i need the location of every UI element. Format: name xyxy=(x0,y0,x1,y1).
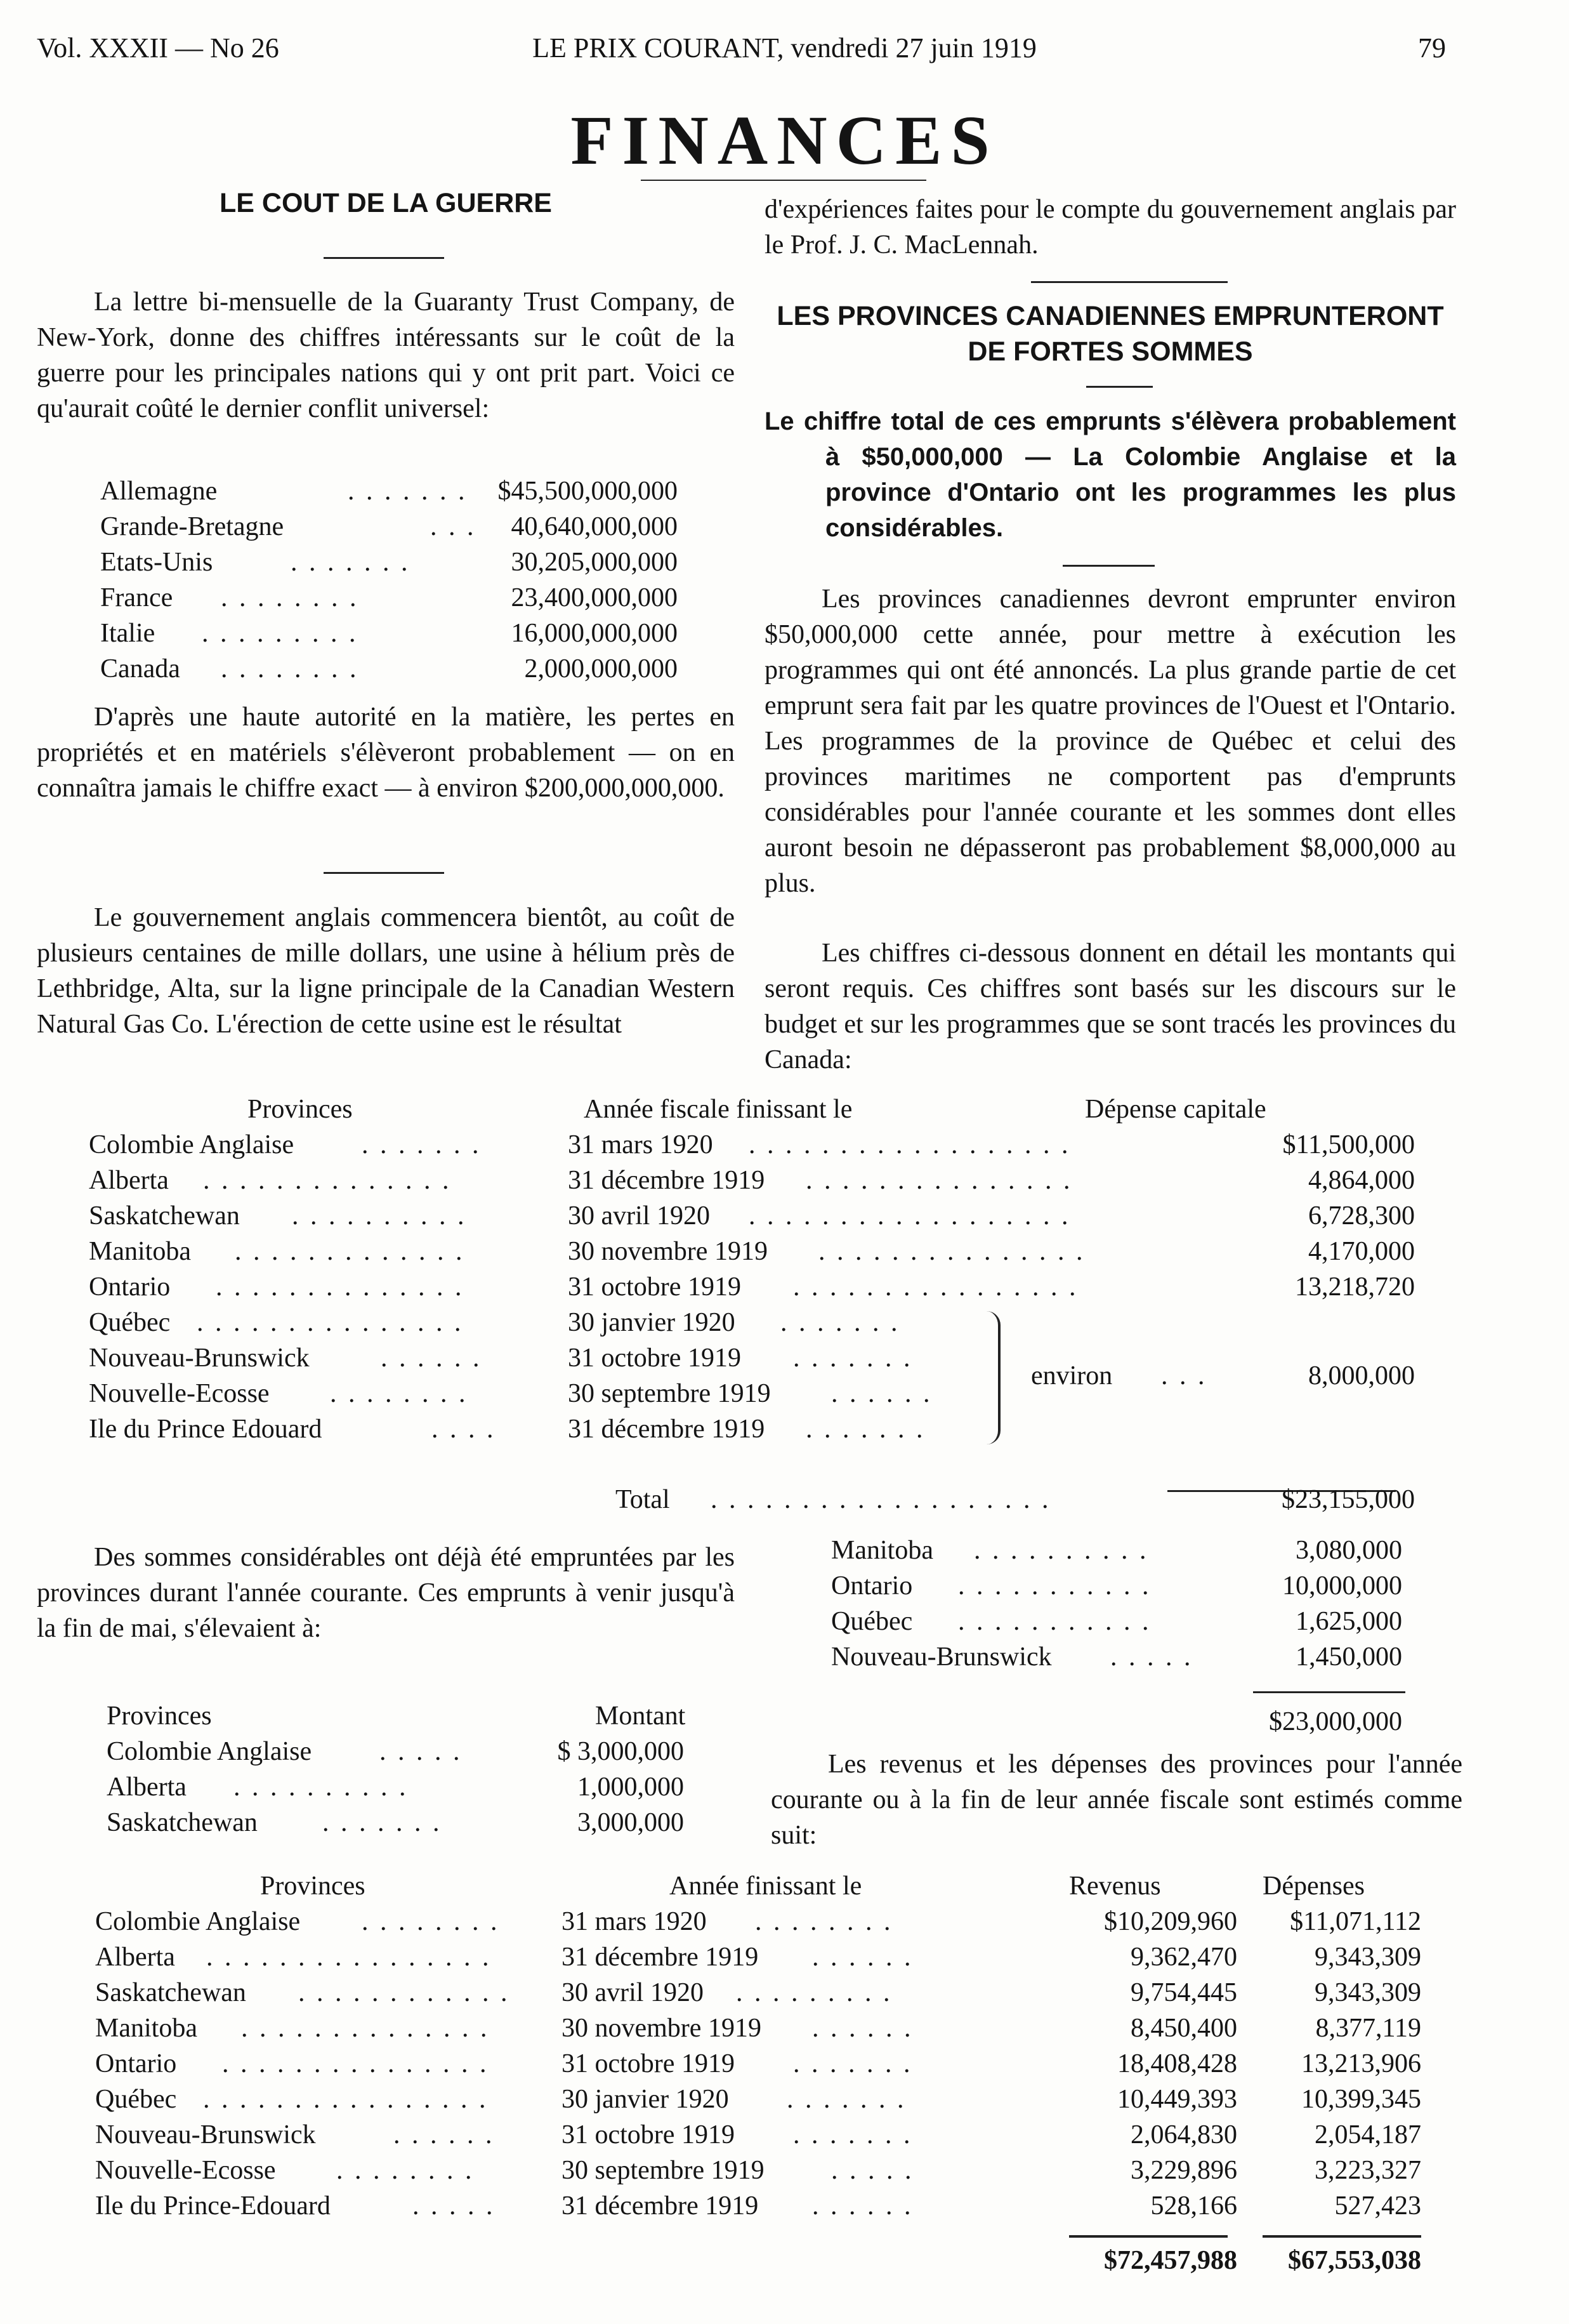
table-header-row: Provinces Année finissant le Revenus Dépenses xyxy=(260,1872,1365,1901)
table-row: Nouvelle-Ecosse . . . . . . . . 30 septembre 1919 . . . . . 3,229,896 3,223,327 xyxy=(95,2156,1421,2185)
article3-subtitle: Le chiffre total de ces emprunts s'élèvera probablement à $50,000,000 — La Colombie Anglaise et la province d'Ontario ont les programmes les plus considérables. xyxy=(765,407,1456,542)
article3-rule xyxy=(1063,565,1155,567)
article2-para-left: Le gouvernement anglais commencera bientôt, au coût de plusieurs centaines de mille dollars, une usine à hélium près de Lethbridge, Alta, sur la ligne principale de la Canadian Western Natural Gas Co. L'érection de cette usine est le résultat xyxy=(37,903,735,1039)
capital-expenditure-table xyxy=(89,1092,1415,1536)
table-header-row: Provinces Montant xyxy=(107,1701,686,1731)
table-row: Manitoba . . . . . . . . . . 3,080,000 xyxy=(831,1536,1402,1565)
table-row: Ontario . . . . . . . . . . . . . . . 31 octobre 1919 . . . . . . . 18,408,428 13,213,906 xyxy=(95,2049,1421,2078)
revenues-expenses-table xyxy=(95,1868,1421,2275)
table-row: Ile du Prince-Edouard . . . . . 31 décembre 1919 . . . . . . 528,166 527,423 xyxy=(95,2191,1421,2221)
table-row: France . . . . . . . . 23,400,000,000 xyxy=(100,583,678,612)
table-row: Colombie Anglaise . . . . . . . 31 mars 1920 . . . . . . . . . . . . . . . . . . $11,500,000 xyxy=(89,1130,1415,1159)
table-row: Alberta . . . . . . . . . . . . . . 31 décembre 1919 . . . . . . . . . . . . . . . 4,864,000 xyxy=(89,1166,1415,1195)
table-row: Québec . . . . . . . . . . . . . . . . 30 janvier 1920 . . . . . . . 10,449,393 10,399,345 xyxy=(95,2085,1421,2114)
table-row: Nouvelle-Ecosse . . . . . . . . 30 septembre 1919 . . . . . . xyxy=(89,1379,933,1408)
article3-title: LES PROVINCES CANADIENNES EMPRUNTERONT DE FORTES SOMMES xyxy=(777,301,1444,367)
table-group-row: environ . . . 8,000,000 xyxy=(1031,1361,1415,1390)
table-row: Nouveau-Brunswick . . . . . . 31 octobre 1919 . . . . . . . xyxy=(89,1344,913,1373)
table-row: Allemagne . . . . . . . $45,500,000,000 xyxy=(100,477,678,506)
loans-table-right xyxy=(831,1533,1402,1736)
article3-para2: Les chiffres ci-dessous donnent en détail les montants qui seront requis. Ces chiffres sont basés sur les discours sur le budget et sur les programmes que se sont tracés les provinces du Canada: xyxy=(765,939,1456,1074)
article2-para-right: d'expériences faites pour le compte du gouvernement anglais par le Prof. J. C. MacLennah. xyxy=(765,195,1456,260)
table-row: Alberta . . . . . . . . . . . . . . . . 31 décembre 1919 . . . . . . 9,362,470 9,343,309 xyxy=(95,1943,1421,1972)
table-row: Saskatchewan . . . . . . . 3,000,000 xyxy=(107,1808,684,1837)
total-rule xyxy=(1263,2235,1421,2238)
table-row: Ontario . . . . . . . . . . . 10,000,000 xyxy=(831,1571,1402,1601)
loans-para: Des sommes considérables ont déjà été empruntées par les provinces durant l'année courante. Ces emprunts à venir jusqu'à la fin de mai, s'élevaient à: xyxy=(37,1543,735,1643)
article3-para1: Les provinces canadiennes devront emprunter environ $50,000,000 cette année, pour mettre à exécution les programmes qui ont été annoncés. La plus grande partie de cet emprunt sera fait par les quatre provinces de l'Ouest et l'Ontario. Les programmes de la province de Québec et celui des provinces maritimes ne comportent pas d'emprunts considérables pour l'année courante et les sommes dont elles auront besoin ne dépasseront pas probablement $8,000,000 au plus. xyxy=(765,584,1456,898)
table-row: Ile du Prince Edouard . . . . 31 décembre 1919 . . . . . . . xyxy=(89,1415,926,1444)
table-row: Manitoba . . . . . . . . . . . . . 30 novembre 1919 . . . . . . . . . . . . . . . 4,170,000 xyxy=(89,1237,1415,1266)
total-rule xyxy=(1069,2235,1228,2238)
table-row: Grande-Bretagne . . . 40,640,000,000 xyxy=(100,512,678,541)
table-row: Alberta . . . . . . . . . . 1,000,000 xyxy=(107,1773,684,1802)
total-rule xyxy=(1253,1691,1405,1693)
table-total-row: $72,457,988 $67,553,038 xyxy=(1104,2246,1421,2275)
section-rule xyxy=(1031,281,1228,283)
article1-para2: D'après une haute autorité en la matière, les pertes en propriétés et en matériels s'élèveront probablement — on en connaîtra jamais le chiffre exact — à environ $200,000,000,000. xyxy=(37,703,735,803)
article1-para1: La lettre bi-mensuelle de la Guaranty Trust Company, de New-York, donne des chiffres intéressants sur le coût de la guerre pour les principales nations qui y ont prit part. Voici ce qu'aurait coûté le dernier conflit universel: xyxy=(37,287,735,423)
section-title: FINANCES xyxy=(570,102,999,179)
table-row: Etats-Unis . . . . . . . 30,205,000,000 xyxy=(100,548,678,577)
table-row: Colombie Anglaise . . . . . . . . 31 mars 1920 . . . . . . . . $10,209,960 $11,071,112 xyxy=(95,1907,1421,1936)
table-row: Italie . . . . . . . . . 16,000,000,000 xyxy=(100,619,678,648)
section-rule xyxy=(324,872,444,874)
table-row: Ontario . . . . . . . . . . . . . . 31 octobre 1919 . . . . . . . . . . . . . . . . 13,218,720 xyxy=(89,1272,1415,1302)
publication-line: LE PRIX COURANT, vendredi 27 juin 1919 xyxy=(532,32,1037,63)
table-row: Manitoba . . . . . . . . . . . . . . 30 novembre 1919 . . . . . . 8,450,400 8,377,119 xyxy=(95,2014,1421,2043)
table-row: Saskatchewan . . . . . . . . . . 30 avril 1920 . . . . . . . . . . . . . . . . . . 6,728,300 xyxy=(89,1201,1415,1231)
loans-table-left xyxy=(107,1698,684,1851)
title-rule xyxy=(641,180,926,181)
article1-rule xyxy=(324,257,444,259)
table-row: Colombie Anglaise . . . . . $ 3,000,000 xyxy=(107,1737,684,1766)
article1-title: LE COUT DE LA GUERRE xyxy=(220,188,552,218)
article3-rule xyxy=(1086,386,1153,388)
table-total-row: Total . . . . . . . . . . . . . . . . . . . $23,155,000 xyxy=(615,1485,1415,1514)
table-row: Québec . . . . . . . . . . . 1,625,000 xyxy=(831,1607,1402,1636)
table-total-row: $23,000,000 xyxy=(1269,1707,1402,1736)
table-row: Nouveau-Brunswick . . . . . 1,450,000 xyxy=(831,1642,1402,1672)
table-header-row: Provinces Année fiscale finissant le Dépense capitale xyxy=(247,1095,1266,1124)
table-row: Saskatchewan . . . . . . . . . . . . 30 avril 1920 . . . . . . . . . 9,754,445 9,343,309 xyxy=(95,1978,1421,2007)
war-cost-table xyxy=(100,473,678,689)
volume-number: Vol. XXXII — No 26 xyxy=(37,32,279,63)
table-row: Québec . . . . . . . . . . . . . . . 30 janvier 1920 . . . . . . . xyxy=(89,1308,900,1337)
table-row: Nouveau-Brunswick . . . . . . 31 octobre 1919 . . . . . . . 2,064,830 2,054,187 xyxy=(95,2120,1421,2149)
table-row: Canada . . . . . . . . 2,000,000,000 xyxy=(100,654,678,683)
loans-para2: Les revenus et les dépenses des provinces pour l'année courante ou à la fin de leur année fiscale sont estimés comme suit: xyxy=(771,1750,1462,1850)
page-number: 79 xyxy=(1418,32,1446,63)
